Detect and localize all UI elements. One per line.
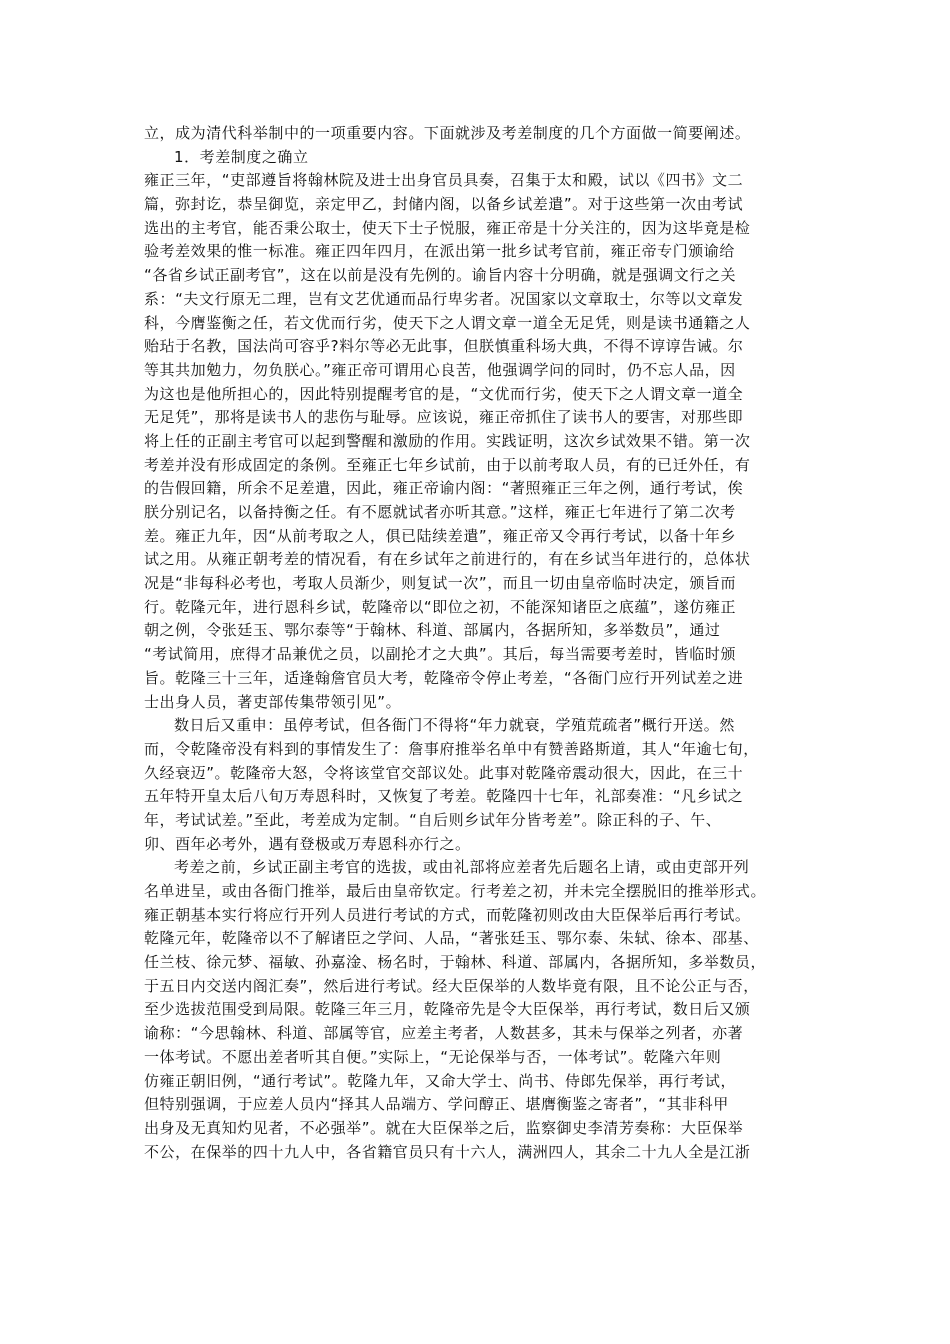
text-line: 乾隆元年，乾隆帝以不了解诸臣之学问、人品，“著张廷玉、鄂尔泰、朱轼、徐本、邵基、 — [144, 929, 759, 948]
text-line: 验考差效果的惟一标准。雍正四年四月，在派出第一批乡试考官前，雍正帝专门颁谕给 — [144, 242, 735, 261]
text-line: 篇，弥封讫，恭呈御览，亲定甲乙，封储内阁，以备乡试差遣”。对于这些第一次由考试 — [144, 195, 744, 214]
text-line: 为这也是他所担心的，因此特别提醒考官的是，“文优而行劣，使天下之人谓文章一道全 — [144, 384, 744, 403]
text-line: 贻玷于名教，国法尚可容乎?料尔等必无此事，但朕慎重科场大典，不得不谆谆告诫。尔 — [144, 337, 744, 356]
text-line: 于五日内交送内阁汇奏”，然后进行考试。经大臣保举的人数毕竟有限，且不论公正与否， — [144, 976, 759, 995]
text-line: 谕称：“今思翰林、科道、部属等官，应差主考者，人数甚多，其未与保举之列者，亦著 — [144, 1024, 744, 1043]
text-line: 朝之例，令张廷玉、鄂尔泰等“于翰林、科道、部属内，各据所知，多举数员”，通过 — [144, 621, 721, 640]
text-line: 但特别强调，于应差人员内“择其人品端方、学问醇正、堪膺衡鉴之寄者”，“其非科甲 — [144, 1095, 729, 1114]
text-line: 出身及无真知灼见者，不必强举”。就在大臣保举之后，监察御史李清芳奏称：大臣保举 — [144, 1118, 744, 1137]
text-line: 而，令乾隆帝没有料到的事情发生了：詹事府推举名单中有赞善路斯道，其人“年逾七旬， — [144, 739, 759, 758]
text-line: 五年特开皇太后八旬万寿恩科时，又恢复了考差。乾隆四十七年，礼部奏准：“凡乡试之 — [144, 787, 744, 806]
text-line: 试之用。从雍正朝考差的情况看，有在乡试年之前进行的，有在乡试当年进行的，总体状 — [144, 550, 751, 569]
text-line: 考差并没有形成固定的条例。至雍正七年乡试前，由于以前考取人员，有的已迁外任，有 — [144, 455, 751, 474]
text-line: 的告假回籍，所余不足差遣，因此，雍正帝谕内阁：“著照雍正三年之例，通行考试，俟 — [144, 479, 744, 498]
text-line: “各省乡试正副考官”，这在以前是没有先例的。谕旨内容十分明确，就是强调文行之关 — [144, 266, 736, 285]
text-line: 不公，在保举的四十九人中，各省籍官员只有十六人，满洲四人，其余二十九人全是江浙 — [144, 1142, 751, 1161]
text-line: 差。雍正九年，因“从前考取之人，俱已陆续差遣”，雍正帝又令再行考试，以备十年乡 — [144, 526, 736, 545]
document-body — [144, 122, 809, 1164]
text-line: 行。乾隆元年，进行恩科乡试，乾隆帝以“即位之初，不能深知诸臣之底蕴”，遂仿雍正 — [144, 597, 736, 616]
text-line: 久经衰迈”。乾隆帝大怒，令将该堂官交部议处。此事对乾隆帝震动很大，因此，在三十 — [144, 763, 744, 782]
text-line: 雍正朝基本实行将应行开列人员进行考试的方式，而乾隆初则改由大臣保举后再行考试。 — [144, 905, 751, 924]
text-line: 等其共加勉力，勿负朕心。”雍正帝可谓用心良苦，他强调学问的同时，仍不忘人品，因 — [144, 360, 736, 379]
text-line: 年，考试试差。”至此，考差成为定制。“自后则乡试年分皆考差”。除正科的子、午、 — [144, 810, 722, 829]
text-line: 立，成为清代科举制中的一项重要内容。下面就涉及考差制度的几个方面做一简要阐述。 — [144, 124, 751, 142]
text-line: 至少选拔范围受到局限。乾隆三年三月，乾隆帝先是令大臣保举，再行考试，数日后又颁 — [144, 1000, 751, 1019]
text-line: “考试简用，庶得才品兼优之员，以副抡才之大典”。其后，每当需要考差时，皆临时颁 — [144, 645, 736, 664]
text-line: 雍正三年，“吏部遵旨将翰林院及进士出身官员具奏，召集于太和殿，试以《四书》文二 — [144, 171, 744, 190]
text-line: 卯、酉年必考外，遇有登极或万寿恩科亦行之。 — [144, 834, 471, 853]
text-line: 考差之前，乡试正副主考官的选拔，或由礼部将应差者先后题名上请，或由吏部开列 — [174, 858, 750, 877]
text-line: 系：“夫文行原无二理，岂有文艺优通而品行卑劣者。况国家以文章取士，尔等以文章发 — [144, 289, 744, 308]
text-line: 一体考试。不愿出差者听其自便。”实际上，“无论保举与否，一体考试”。乾隆六年则 — [144, 1047, 722, 1066]
text-line: 科，今膺鉴衡之任，若文优而行劣，使天下之人谓文章一道全无足凭，则是读书通籍之人 — [144, 313, 751, 332]
text-line: 名单进呈，或由各衙门推举，最后由皇帝钦定。行考差之初，并未完全摆脱旧的推举形式。 — [144, 882, 767, 900]
text-line: 选出的主考官，能否秉公取士，使天下士子悦服，雍正帝是十分关注的，因为这毕竟是检 — [144, 218, 751, 237]
text-line: 朕分别记名，以备持衡之任。有不愿就试者亦听其意。”这样，雍正七年进行了第二次考 — [144, 503, 736, 521]
text-line: 将上任的正副主考官可以起到警醒和激励的作用。实践证明，这次乡试效果不错。第一次 — [144, 431, 751, 450]
text-line: 况是“非每科必考也，考取人员渐少，则复试一次”，而且一切由皇帝临时决定，颁旨而 — [144, 574, 736, 593]
text-line: 无足凭”，那将是读书人的悲伤与耻辱。应该说，雍正帝抓住了读书人的要害，对那些即 — [144, 408, 744, 427]
text-line: 任兰枝、徐元梦、福敏、孙嘉淦、杨名时，于翰林、科道、部属内，各据所知，多举数员， — [144, 953, 767, 972]
section-heading: 1．考差制度之确立 — [174, 147, 309, 166]
text-line: 数日后又重申：虽停考试，但各衙门不得将“年力就衰，学殖荒疏者”概行开送。然 — [174, 716, 735, 735]
text-line: 仿雍正朝旧例，“通行考试”。乾隆九年，又命大学士、尚书、侍郎先保举，再行考试， — [144, 1071, 736, 1090]
text-line: 旨。乾隆三十三年，适逢翰詹官员大考，乾隆帝令停止考差，“各衙门应行开列试差之进 — [144, 668, 744, 687]
text-line: 士出身人员，著吏部传集带领引见”。 — [144, 692, 402, 711]
